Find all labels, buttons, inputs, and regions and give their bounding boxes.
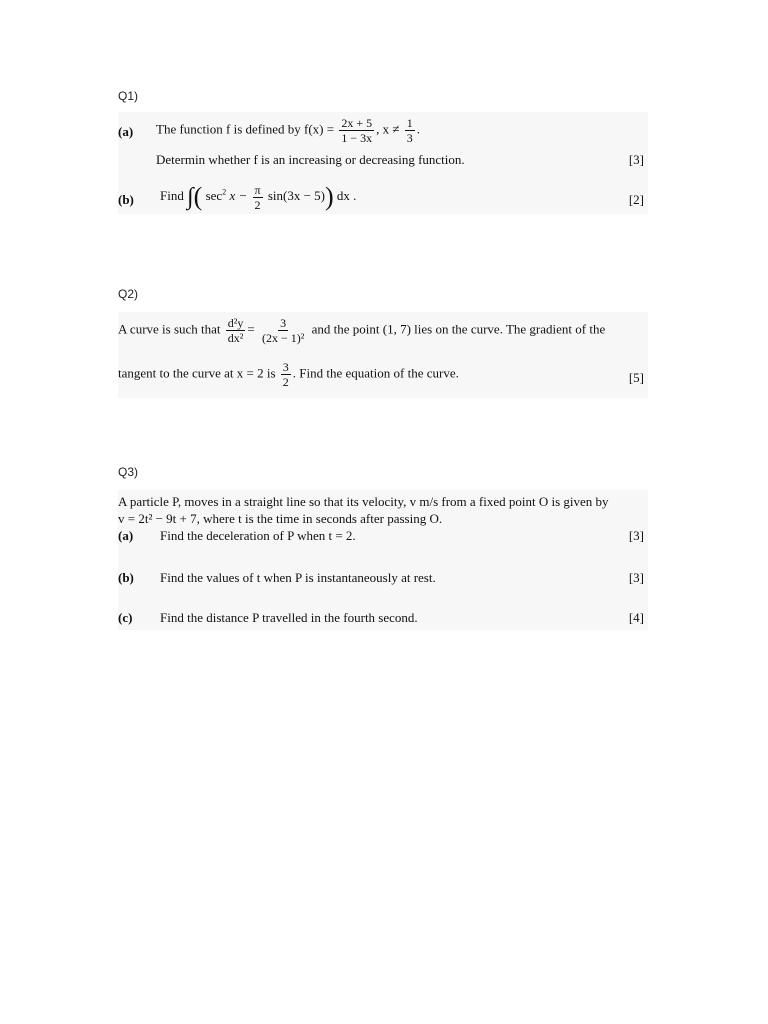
q2-l2-pre: tangent to the curve at x = 2 is — [118, 365, 276, 381]
q1-block — [118, 112, 648, 214]
q2-label: Q2) — [118, 287, 139, 301]
q2-block — [118, 312, 648, 398]
q3c-text: Find the distance P travelled in the fourth second. — [160, 610, 418, 625]
close-paren: ) — [324, 182, 334, 211]
q2-eq: = — [247, 321, 255, 337]
q3b-text: Find the values of t when P is instantaneously at rest. — [160, 570, 436, 585]
q1b-sec-power: 2 — [222, 187, 227, 197]
open-paren: ( — [193, 182, 203, 211]
q3-label: Q3) — [118, 465, 139, 479]
q1b-find: Find — [160, 187, 184, 203]
q1b-x-minus: x − — [229, 187, 248, 203]
q2-line2 — [118, 360, 459, 389]
integral-sign: ∫ — [187, 184, 194, 210]
q2-gradient-fraction — [281, 360, 291, 389]
q3c-marks: [4] — [628, 610, 644, 625]
q1a-frac-num: 2x + 5 — [341, 116, 373, 130]
q1b-marks: [2] — [628, 192, 644, 207]
q2-gradient-den: 2 — [282, 375, 289, 389]
q2-marks: [5] — [628, 370, 644, 385]
q2-l1-post: and the point (1, 7) lies on the curve. The gradient of the — [311, 321, 606, 337]
q2-rhs-num: 3 — [280, 316, 287, 330]
q3b-marks: [3] — [628, 570, 644, 585]
q2-rhs-den: (2x − 1)² — [262, 331, 305, 345]
q1a-cond-den: 3 — [406, 131, 413, 145]
q1a-cond: , x ≠ — [376, 121, 400, 137]
q2-d2y-den: dx² — [227, 331, 244, 345]
q1a-pre: The function f is defined by f(x) = — [156, 121, 335, 137]
q1a-line2: Determin whether f is an increasing or decreasing function. — [156, 152, 465, 167]
q2-d2y-num: d²y — [227, 316, 244, 330]
q3-block — [118, 490, 648, 630]
q1a-part: (a) — [118, 124, 134, 139]
q3c-part: (c) — [118, 610, 133, 625]
q1b-sec: sec — [205, 187, 223, 203]
q2-l2-post: . Find the equation of the curve. — [292, 365, 459, 381]
q1a-frac-den: 1 − 3x — [341, 131, 373, 145]
q1b-pi-fraction — [253, 183, 263, 212]
q2-l1-pre: A curve is such that — [118, 321, 221, 337]
q1b-pi: π — [254, 182, 261, 197]
q2-line1 — [118, 316, 605, 345]
q1a-fraction — [339, 116, 374, 145]
q3a-part: (a) — [118, 528, 134, 543]
q2-rhs-fraction — [260, 316, 306, 345]
q1-label: Q1) — [118, 89, 139, 103]
q3-intro-line2: v = 2t² − 9t + 7, where t is the time in seconds after passing O. — [118, 511, 443, 526]
q1b-two: 2 — [254, 197, 261, 212]
q1b-dx: dx . — [336, 187, 357, 203]
q1b-part: (b) — [118, 192, 134, 207]
q3a-text: Find the deceleration of P when t = 2. — [160, 528, 356, 543]
q1a-cond-num: 1 — [406, 116, 413, 130]
q1b-line — [160, 182, 356, 212]
q3-intro-line1: A particle P, moves in a straight line so that its velocity, v m/s from a fixed point O is given by — [118, 494, 609, 509]
q1a-tail: . — [416, 121, 421, 137]
q3b-part: (b) — [118, 570, 134, 585]
q1a-marks: [3] — [628, 152, 644, 167]
q2-d2y-fraction — [226, 316, 246, 345]
q3a-marks: [3] — [628, 528, 644, 543]
q1a-line1 — [156, 116, 420, 145]
q1b-sin: sin(3x − 5) — [267, 187, 325, 203]
q1a-cond-fraction — [405, 116, 415, 145]
q2-gradient-num: 3 — [282, 360, 289, 374]
